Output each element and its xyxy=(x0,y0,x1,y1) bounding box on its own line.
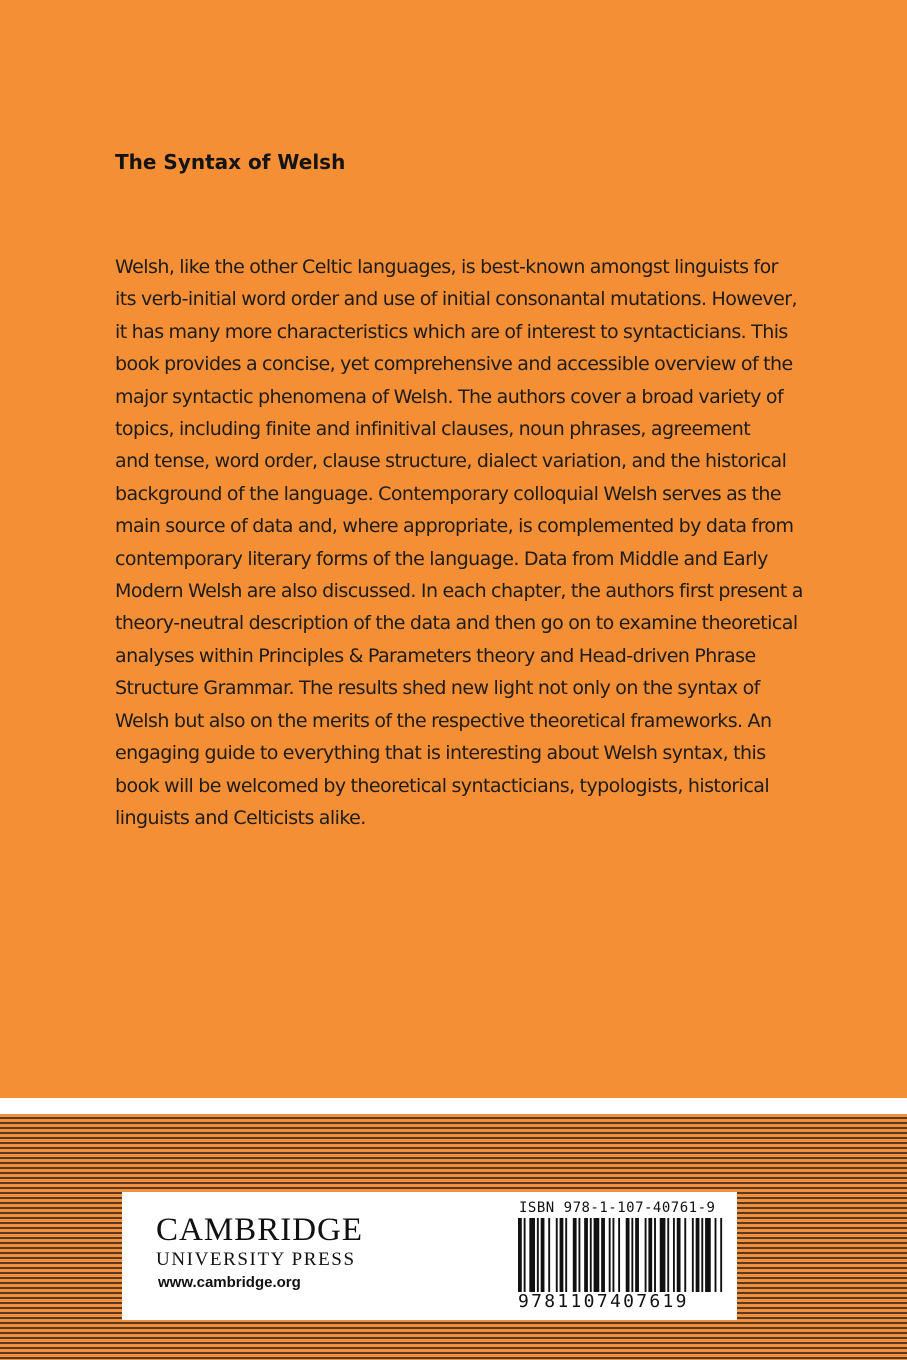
publisher-panel xyxy=(122,1192,737,1320)
barcode-bar xyxy=(565,1218,567,1292)
barcode-bar xyxy=(618,1218,620,1292)
barcode-bar xyxy=(529,1218,535,1292)
description-line: Welsh, like the other Celtic languages, is best-known amongst linguists for xyxy=(115,256,778,278)
barcode-bar xyxy=(573,1218,577,1292)
description-line: and tense, word order, clause structure, dialect variation, and the historical xyxy=(115,450,787,473)
barcode-bar xyxy=(590,1218,592,1292)
barcode-bar xyxy=(701,1218,703,1292)
barcode-bar xyxy=(609,1218,611,1292)
publisher-logo-name: CAMBRIDGE xyxy=(156,1212,364,1248)
description-line: Structure Grammar. The results shed new light not only on the syntax of xyxy=(115,677,760,700)
book-description xyxy=(115,251,803,834)
barcode-bar xyxy=(524,1218,526,1292)
barcode-digits: 9781107407619 xyxy=(518,1291,689,1312)
description-line: background of the language. Contemporary colloquial Welsh serves as the xyxy=(115,482,782,505)
publisher-website: www.cambridge.org xyxy=(158,1274,301,1291)
description-line: book will be welcomed by theoretical syntacticians, typologists, historical xyxy=(115,774,770,797)
barcode-bar xyxy=(696,1218,700,1292)
barcode-icon xyxy=(518,1218,724,1292)
barcode-bar xyxy=(677,1218,681,1292)
barcode-bar xyxy=(548,1218,550,1292)
description-line: theory-neutral description of the data and then go on to examine theoretical xyxy=(115,612,798,635)
barcode-bar xyxy=(560,1218,564,1292)
isbn-label: ISBN 978-1-107-40761-9 xyxy=(519,1200,716,1216)
barcode-bar xyxy=(645,1218,647,1292)
barcode-bar xyxy=(626,1218,630,1292)
description-line: contemporary literary forms of the language. Data from Middle and Early xyxy=(115,547,768,570)
white-divider xyxy=(0,1098,907,1114)
barcode-bar xyxy=(660,1218,666,1292)
barcode-bar xyxy=(594,1218,600,1292)
barcode-bar xyxy=(635,1218,639,1292)
barcode-bar xyxy=(556,1218,558,1292)
barcode-bar xyxy=(654,1218,656,1292)
description-line: Modern Welsh are also discussed. In each chapter, the authors first present a xyxy=(115,580,803,603)
description-line: its verb-initial word order and use of initial consonantal mutations. However, xyxy=(115,288,797,311)
publisher-logo-subtitle: UNIVERSITY PRESS xyxy=(156,1249,356,1270)
barcode-bar xyxy=(613,1218,615,1292)
description-line: major syntactic phenomena of Welsh. The authors cover a broad variety of xyxy=(115,385,784,408)
barcode-bar xyxy=(537,1218,539,1292)
barcode-bar xyxy=(631,1218,633,1292)
description-line: linguists and Celticists alike. xyxy=(115,806,366,829)
description-line: main source of data and, where appropriate, is complemented by data from xyxy=(115,515,794,538)
barcode-bar xyxy=(584,1218,588,1292)
barcode-bar xyxy=(541,1218,545,1292)
barcode-bar xyxy=(648,1218,652,1292)
barcode-bar xyxy=(518,1218,522,1292)
barcode-bar xyxy=(715,1218,717,1292)
barcode-bar xyxy=(684,1218,686,1292)
book-title: The Syntax of Welsh xyxy=(115,150,346,174)
description-line: engaging guide to everything that is interesting about Welsh syntax, this xyxy=(115,742,766,765)
barcode-bar xyxy=(720,1218,722,1292)
description-line: analyses within Principles & Parameters theory and Head-driven Phrase xyxy=(115,644,756,667)
barcode-bar xyxy=(578,1218,580,1292)
barcode-bar xyxy=(601,1218,605,1292)
barcode-bar xyxy=(667,1218,669,1292)
description-line: Welsh but also on the merits of the respective theoretical frameworks. An xyxy=(115,709,772,732)
description-line: book provides a concise, yet comprehensive and accessible overview of the xyxy=(115,353,793,376)
description-line: topics, including finite and infinitival clauses, noun phrases, agreement xyxy=(115,418,751,441)
barcode-bar xyxy=(673,1218,675,1292)
barcode-bar xyxy=(692,1218,694,1292)
description-line: it has many more characteristics which are of interest to syntacticians. This xyxy=(115,320,788,343)
barcode-bar xyxy=(705,1218,711,1292)
